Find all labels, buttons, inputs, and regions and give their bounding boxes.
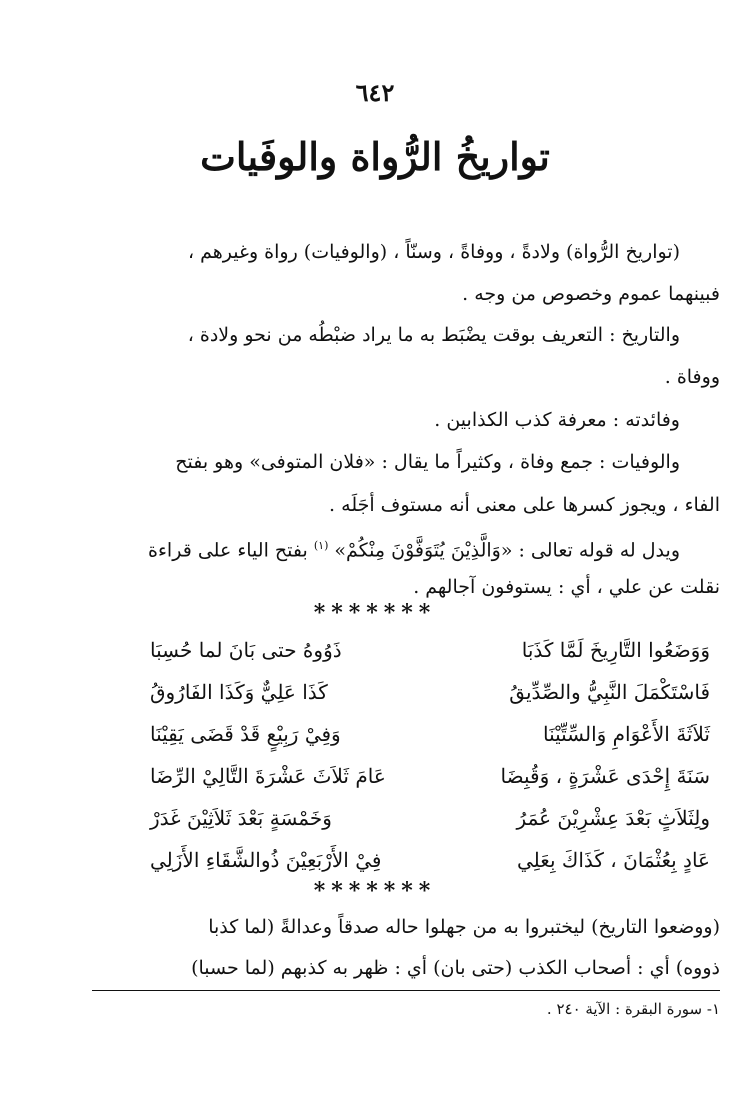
chapter-title: تواريخُ الرُّواة والوفَيات bbox=[200, 134, 550, 179]
quran-quote: ويدل له قوله تعالى : «وَالَّذِيْنَ يُتَوَفَّوْنَ مِنْكُمْ» bbox=[334, 539, 680, 562]
verse-second-hemistich: ذَوُوهُ حتى بَانَ لما حُسِبَا bbox=[150, 638, 342, 662]
commentary-text bbox=[90, 906, 720, 988]
paragraph-line: الفاء ، ويجوز كسرها على معنى أنه مستوف أجَلَه . bbox=[329, 494, 720, 516]
paragraph-line: وفائدته : معرفة كذب الكذابين . bbox=[434, 409, 680, 431]
verse-first-hemistich: فَاسْتَكْمَلَ النَّبِيُّ والصِّدِّيقُ bbox=[509, 680, 710, 704]
section-separator: ******* bbox=[313, 600, 437, 626]
poem-verse bbox=[150, 806, 710, 848]
verse-first-hemistich: وَوَضَعُوا التَّارِيخَ لَمَّا كَذَبَا bbox=[521, 638, 710, 662]
poem-verse bbox=[150, 638, 710, 680]
verse-second-hemistich: فِيْ الأَرْبَعِيْنَ ذُوالشَّقَاءِ الأَزَلِي bbox=[150, 848, 382, 872]
poem-verse bbox=[150, 680, 710, 722]
footnote: ١- سورة البقرة : الآية ٢٤٠ . bbox=[546, 1000, 720, 1018]
verse-first-hemistich: عَادٍ بِعُثْمَانَ ، كَذَاكَ بِعَلِي bbox=[517, 848, 710, 872]
paragraph-line: (ووضعوا التاريخ) ليختبروا به من جهلوا حاله صدقاً وعدالةً (لما كذبا bbox=[208, 916, 720, 938]
quran-paragraph bbox=[90, 526, 720, 566]
paragraph-line: والوفيات : جمع وفاة ، وكثيراً ما يقال : «فلان المتوفى» وهو بفتح bbox=[175, 451, 680, 473]
verse-second-hemistich: وَفِيْ رَبِيْعٍ قَدْ قَضَى يَقِيْنَا bbox=[150, 722, 341, 746]
paragraph-line: ذووه) أي : أصحاب الكذب (حتى بان) أي : ظهر به كذبهم (لما حسبا) bbox=[191, 957, 720, 979]
poem bbox=[150, 638, 710, 890]
paragraph-line: نقلت عن علي ، أي : يستوفون آجالهم . bbox=[413, 576, 720, 598]
paragraph-line: والتاريخ : التعريف بوقت يضْبَط به ما يراد ضبْطُه من نحو ولادة ، bbox=[187, 324, 680, 346]
intro-text bbox=[90, 232, 720, 608]
quran-quote-end: بفتح الياء على قراءة bbox=[148, 539, 308, 562]
paragraph-line: ووفاة . bbox=[664, 366, 720, 388]
footnote-reference: (١) bbox=[313, 539, 329, 552]
paragraph-line: فبينهما عموم وخصوص من وجه . bbox=[462, 283, 720, 305]
verse-second-hemistich: وَخَمْسَةٍ بَعْدَ ثَلاَثِيْنَ غَدَرْ bbox=[150, 806, 332, 830]
poem-verse bbox=[150, 722, 710, 764]
footnote-divider bbox=[92, 990, 720, 991]
verse-second-hemistich: عَامَ ثَلاَثَ عَشْرَةَ التَّالِيْ الرِّضَا bbox=[150, 764, 386, 788]
section-separator: ******* bbox=[313, 878, 437, 904]
page-number: ٦٤٢ bbox=[355, 78, 395, 107]
verse-first-hemistich: سَنَةَ إِحْدَى عَشْرَةٍ ، وَقُبِضَا bbox=[500, 764, 710, 788]
paragraph-line: (تواريخ الرُّواة) ولادةً ، ووفاةً ، وسنّاً ، (والوفيات) رواة وغيرهم ، bbox=[187, 241, 680, 263]
poem-verse bbox=[150, 764, 710, 806]
verse-second-hemistich: كَذَا عَلِيٌّ وَكَذَا الفَارُوقُ bbox=[150, 680, 328, 704]
verse-first-hemistich: ثَلاَثَةَ الأَعْوَامِ وَالسِّتِّيْنَا bbox=[542, 722, 710, 746]
verse-first-hemistich: ولِثَلاَثٍ بَعْدَ عِشْرِيْنَ عُمَرُ bbox=[516, 806, 710, 830]
